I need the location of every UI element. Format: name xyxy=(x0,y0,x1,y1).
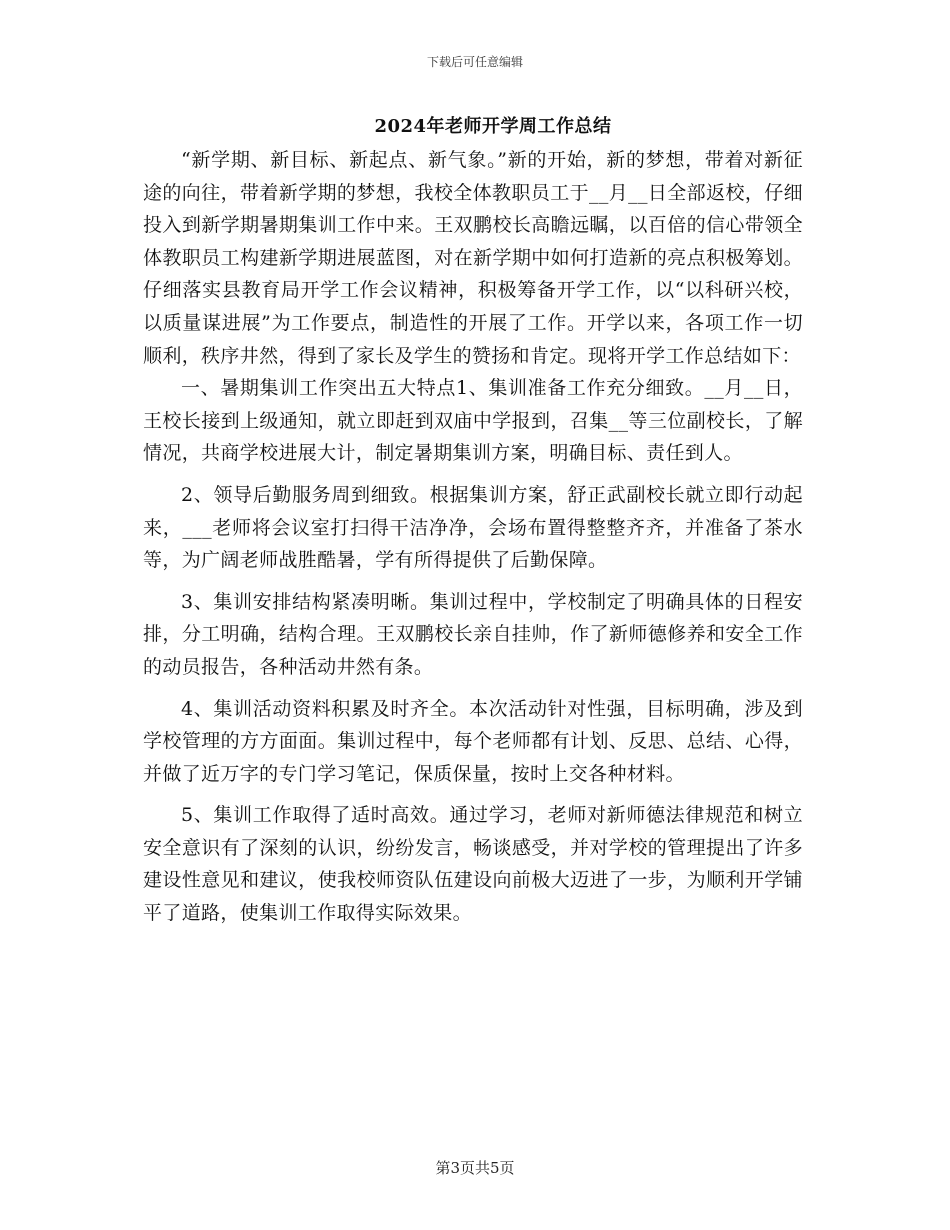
paragraph-item-3: 3、集训安排结构紧凑明晰。集训过程中，学校制定了明确具体的日程安排，分工明确，结构合理。王双鹏校长亲自挂帅，作了新师德修养和安全工作的动员报告，各种活动井然有条。 xyxy=(143,590,803,678)
paragraph-item-2: 2、领导后勤服务周到细致。根据集训方案，舒正武副校长就立即行动起来，___老师将会议室打扫得干洁净净，会场布置得整整齐齐，并准备了茶水等，为广阔老师战胜酷暑，学有所得提供了后勤保障。 xyxy=(143,483,803,572)
page-number: 第3页共5页 xyxy=(435,1159,515,1177)
document-body xyxy=(143,110,803,930)
page-header-note: 下载后可任意编辑 xyxy=(426,55,523,69)
document-title: 2024年老师开学周工作总结 xyxy=(374,116,612,137)
paragraph-item-5: 5、集训工作取得了适时高效。通过学习，老师对新师德法律规范和树立安全意识有了深刻的认识，纷纷发言，畅谈感受，并对学校的管理提出了许多建设性意见和建议，使我校师资队伍建设向前极大迈进了一步，为顺利开学铺平了道路，使集训工作取得实际效果。 xyxy=(143,804,803,925)
paragraph-intro: “新学期、新目标、新起点、新气象。”新的开始，新的梦想，带着对新征途的向往，带着新学期的梦想，我校全体教职员工于__月__日全部返校，仔细投入到新学期暑期集训工作中来。王双鹏校长高瞻远瞩，以百倍的信心带领全体教职员工构建新学期进展蓝图，对在新学期中如何打造新的亮点积极筹划。仔细落实县教育局开学工作会议精神，积极筹备开学工作，以“以科研兴校，以质量谋进展”为工作要点，制造性的开展了工作。开学以来，各项工作一切顺利，秩序井然，得到了家长及学生的赞扬和肯定。现将开学工作总结如下： xyxy=(143,149,803,367)
paragraph-item-4: 4、集训活动资料积累及时齐全。本次活动针对性强，目标明确，涉及到学校管理的方方面面。集训过程中，每个老师都有计划、反思、总结、心得，并做了近万字的专门学习笔记，保质保量，按时上交各种材料。 xyxy=(143,697,803,785)
paragraph-section-one: 一、暑期集训工作突出五大特点1、集训准备工作充分细致。__月__日，王校长接到上级通知，就立即赶到双庙中学报到，召集__等三位副校长，了解情况，共商学校进展大计，制定暑期集训方案，明确目标、责任到人。 xyxy=(143,377,803,465)
